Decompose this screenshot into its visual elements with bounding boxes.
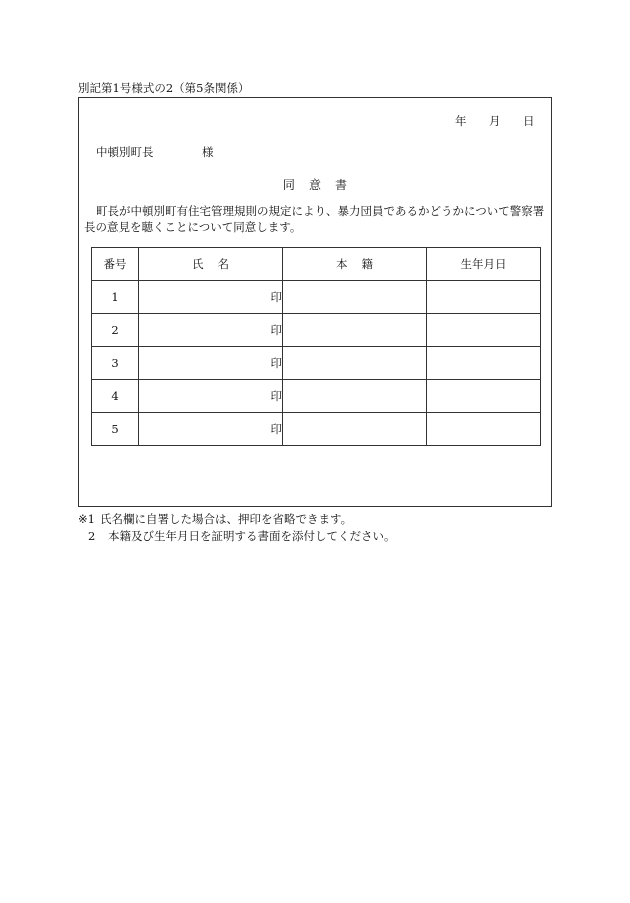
seal-mark: 印 [270, 389, 282, 403]
seal-mark: 印 [270, 356, 282, 370]
domicile-cell[interactable] [283, 347, 427, 380]
name-cell[interactable] [139, 281, 283, 314]
row-number: 2 [92, 314, 139, 347]
consent-statement: 町長が中頓別町有住宅管理規則の規定により、暴力団員であるかどうかについて警察署長の意見を聴くことについて同意します。 [84, 204, 545, 234]
domicile-cell[interactable] [283, 281, 427, 314]
addressee [96, 144, 214, 160]
table-row [92, 413, 541, 446]
table-row [92, 347, 541, 380]
header-name-char: 氏 [192, 257, 204, 271]
footnote-item [78, 511, 396, 528]
title-char: 同 [282, 178, 295, 192]
consent-table [91, 247, 541, 446]
row-number: 4 [92, 380, 139, 413]
date-month-label: 月 [489, 114, 501, 128]
name-cell[interactable] [139, 413, 283, 446]
footnotes [78, 511, 396, 545]
table-header-row [92, 248, 541, 281]
table-row [92, 314, 541, 347]
date-year-label: 年 [455, 114, 467, 128]
seal-mark: 印 [270, 422, 282, 436]
table-row [92, 380, 541, 413]
footnote-mark: 2 [88, 529, 96, 543]
header-domicile-char: 本 [336, 257, 348, 271]
birthdate-cell[interactable] [427, 347, 541, 380]
header-domicile-char: 籍 [361, 257, 373, 271]
row-number: 1 [92, 281, 139, 314]
document-title [0, 176, 630, 193]
birthdate-cell[interactable] [427, 380, 541, 413]
footnote-text: 氏名欄に自署した場合は、押印を省略できます。 [100, 512, 353, 526]
footnote-mark: ※1 [78, 512, 95, 526]
addressee-honorific: 様 [202, 145, 214, 159]
table-row [92, 281, 541, 314]
date-day-label: 日 [523, 114, 535, 128]
domicile-cell[interactable] [283, 380, 427, 413]
domicile-cell[interactable] [283, 413, 427, 446]
footnote-item [78, 528, 396, 545]
birthdate-cell[interactable] [427, 413, 541, 446]
header-domicile [283, 248, 427, 281]
addressee-name: 中頓別町長 [96, 145, 154, 159]
row-number: 3 [92, 347, 139, 380]
header-number: 番号 [92, 248, 139, 281]
domicile-cell[interactable] [283, 314, 427, 347]
form-label: 別記第1号様式の2（第5条関係） [78, 81, 250, 95]
title-char: 意 [308, 178, 322, 192]
footnote-text: 本籍及び生年月日を証明する書面を添付してください。 [108, 529, 396, 543]
title-char: 書 [335, 178, 348, 192]
birthdate-cell[interactable] [427, 281, 541, 314]
name-cell[interactable] [139, 380, 283, 413]
row-number: 5 [92, 413, 139, 446]
name-cell[interactable] [139, 347, 283, 380]
header-name [139, 248, 283, 281]
header-name-char: 名 [217, 257, 229, 271]
header-birthdate: 生年月日 [427, 248, 541, 281]
seal-mark: 印 [270, 323, 282, 337]
seal-mark: 印 [270, 290, 282, 304]
name-cell[interactable] [139, 314, 283, 347]
birthdate-cell[interactable] [427, 314, 541, 347]
